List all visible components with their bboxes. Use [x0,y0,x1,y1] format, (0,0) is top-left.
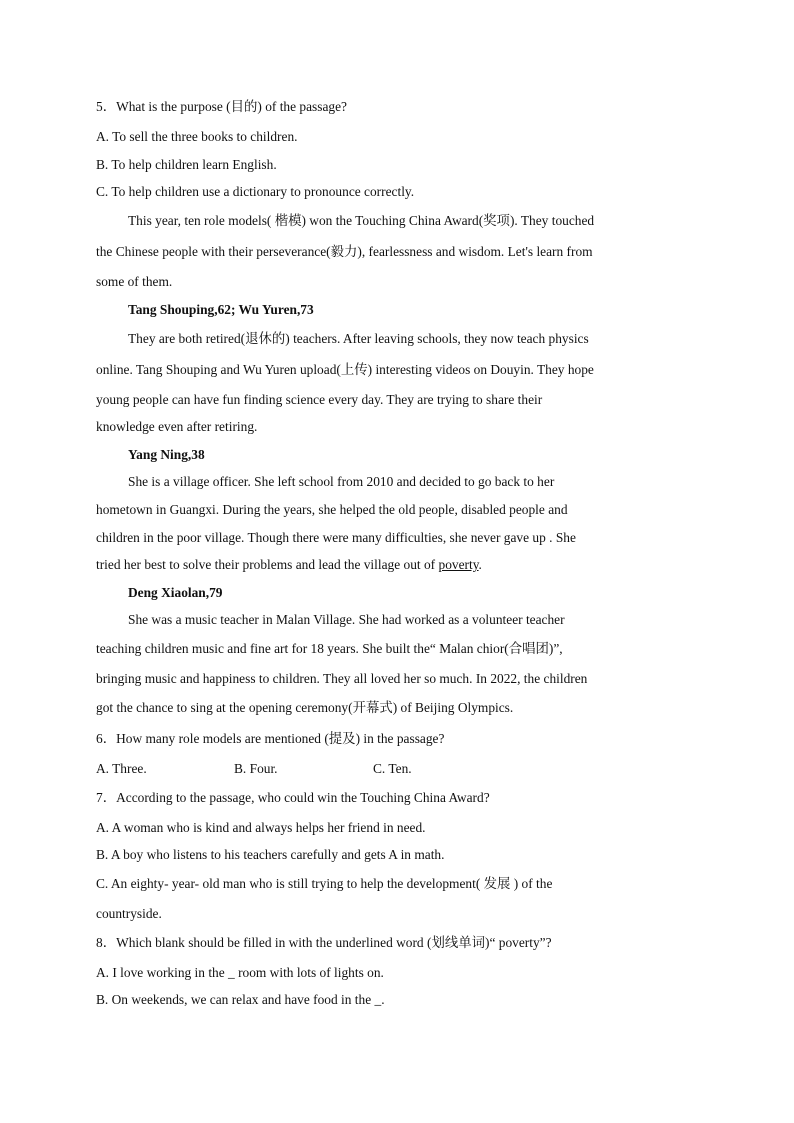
deng-line-3: bringing music and happiness to children. They all loved her so much. In 2022, the children [96,671,588,686]
tang-wu-line-1: They are both retired(退休的) teachers. After leaving schools, they now teach physics [128,331,589,346]
section-heading-yang: Yang Ning,38 [128,447,205,462]
passage-intro-line-3: some of them. [96,274,173,289]
yang-line-4-text: tried her best to solve their problems and lead the village out of [96,557,436,572]
q6-options [96,759,412,779]
yang-line-3: children in the poor village. Though there were many difficulties, she never gave up . She [96,530,576,545]
underlined-word-poverty: poverty [438,557,479,572]
deng-line-1: She was a music teacher in Malan Village. She had worked as a volunteer teacher [128,612,565,627]
q7-option-c-cont: countryside. [96,906,162,921]
q6-option-a: A. Three. [96,761,147,776]
deng-line-2: teaching children music and fine art for 18 years. She built the“ Malan chior(合唱团)”, [96,641,563,656]
q7-option-c: C. An eighty- year- old man who is still trying to help the development( 发展 ) of the [96,876,553,891]
q6-option-b: B. Four. [234,761,278,776]
q7-stem: 7．According to the passage, who could win the Touching China Award? [96,790,490,805]
q5-option-c: C. To help children use a dictionary to pronounce correctly. [96,184,415,199]
passage-intro-line-2: the Chinese people with their perseverance(毅力), fearlessness and wisdom. Let's learn from [96,244,593,259]
deng-line-4: got the chance to sing at the opening ceremony(开幕式) of Beijing Olympics. [96,700,514,715]
q8-option-b: B. On weekends, we can relax and have food in the _. [96,992,385,1007]
section-heading-tang-wu: Tang Shouping,62; Wu Yuren,73 [128,302,314,317]
q5-option-b: B. To help children learn English. [96,157,277,172]
yang-line-4 [96,555,482,575]
q8-option-a: A. I love working in the _ room with lots of lights on. [96,965,384,980]
yang-line-4-period: . [478,557,482,572]
tang-wu-line-2: online. Tang Shouping and Wu Yuren upload(上传) interesting videos on Douyin. They hope [96,362,594,377]
q8-stem: 8．Which blank should be filled in with the underlined word (划线单词)“ poverty”? [96,935,552,950]
passage-intro-line-1: This year, ten role models( 楷模) won the Touching China Award(奖项). They touched [128,213,595,228]
q6-option-c: C. Ten. [373,761,412,776]
q6-stem: 6．How many role models are mentioned (提及) in the passage? [96,731,445,746]
yang-line-2: hometown in Guangxi. During the years, she helped the old people, disabled people and [96,502,568,517]
yang-line-1: She is a village officer. She left school from 2010 and decided to go back to her [128,474,555,489]
section-heading-deng: Deng Xiaolan,79 [128,585,223,600]
q7-option-a: A. A woman who is kind and always helps her friend in need. [96,820,426,835]
q7-option-b: B. A boy who listens to his teachers carefully and gets A in math. [96,847,445,862]
tang-wu-line-4: knowledge even after retiring. [96,419,258,434]
q5-stem: 5．What is the purpose (目的) of the passage? [96,99,348,114]
q5-option-a: A. To sell the three books to children. [96,129,298,144]
tang-wu-line-3: young people can have fun finding science every day. They are trying to share their [96,392,543,407]
